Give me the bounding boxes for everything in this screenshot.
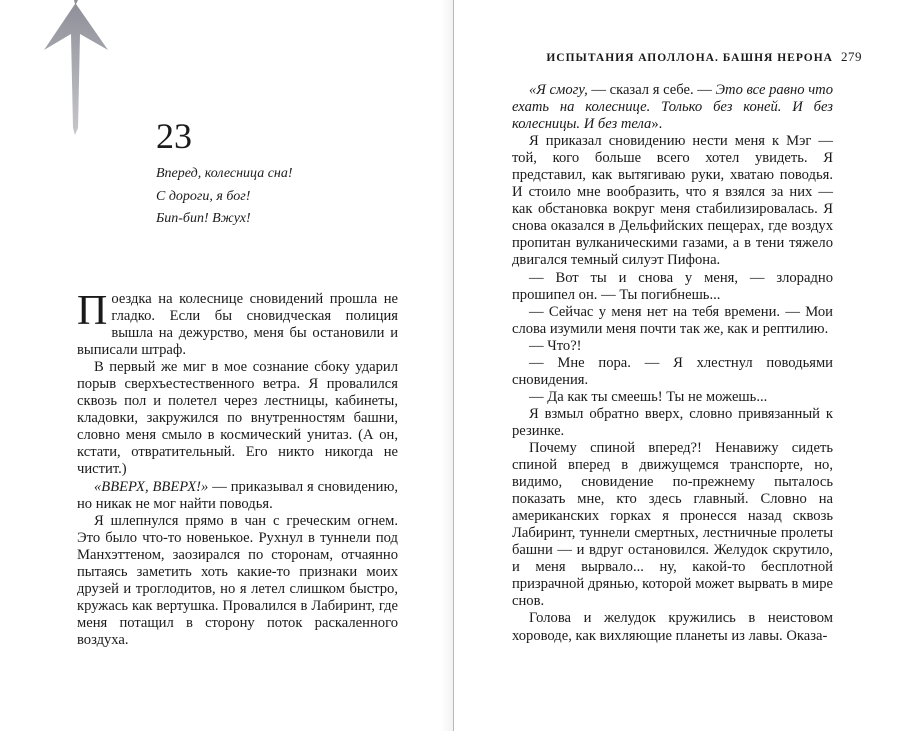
paragraph — [77, 479, 398, 513]
chapter-epigraph — [156, 163, 293, 231]
paragraph — [512, 82, 833, 133]
page-gutter — [453, 0, 454, 731]
paragraph: — Вот ты и снова у меня, — злорадно прошипел он. — Ты погибнешь... — [512, 269, 833, 303]
paragraph: Я приказал сновидению нести меня к Мэг — той, кого больше всего хотел увидеть. Я представил, как вытягиваю руки, хватаю поводья. И стоило мне вообразить, что я взялся за них — как обстановка вокруг меня стабилизировалась. Я снова оказался в Дельфийских пещерах, где воздух пропитан вулканическими газами, а в тени тяжело двигался темный силуэт Пифона. — [512, 133, 833, 269]
epigraph-line: Вперед, колесница сна! — [156, 166, 293, 181]
chapter-number: 23 — [156, 116, 192, 156]
paragraph: В первый же миг в мое сознание сбоку ударил порыв сверхъестественного ветра. Я провалился сквозь пол и полетел через лестницы, кабинеты, кладовки, закружился по внутренностям башни, словно меня смыло в космический унитаз. (А он, кстати, отвратительный. Его никто никогда не чистит.) — [77, 359, 398, 478]
epigraph-line: Бип-бип! Вжух! — [156, 211, 251, 226]
paragraph: — Сейчас у меня нет на тебя времени. — Мои слова изумили меня почти так же, как и рептилию. — [512, 303, 833, 337]
drop-cap: П — [77, 288, 108, 334]
paragraph-text: — сказал я себе. — — [587, 82, 716, 98]
italic-text: «Я смогу, — [529, 82, 588, 98]
italic-text: Это все равно что ехать на колеснице. Только без коней. И без колесницы. И без тела — [512, 82, 833, 133]
paragraph-text: оездка на колеснице сновидений прошла не гладко. Если бы сновидческая полиция вышла на дежурство, меня бы остановили и выписали штраф. — [77, 291, 398, 359]
paragraph: Я шлепнулся прямо в чан с греческим огнем. Это было что-то новенькое. Рухнул в туннели под Манхэттеном, заозирался по сторонам, отчаянно пытаясь заметить хоть какие-то признаки моих друзей и троглодитов, но я летел слишком быстро, кружась как вертушка. Провалился в Лабиринт, где меня потащил в сторону поток раскаленного воздуха. — [77, 512, 398, 648]
paragraph: Голова и желудок кружились в неистовом хороводе, как вихляющие планеты из лавы. Оказа- — [512, 610, 833, 644]
italic-text: «ВВЕРХ, ВВЕРХ!» — [94, 478, 209, 495]
arrow-ornament-icon — [40, 0, 112, 135]
running-title: ИСПЫТАНИЯ АПОЛЛОНА. БАШНЯ НЕРОНА — [546, 52, 833, 64]
right-page-body — [512, 82, 833, 645]
paragraph-text: — приказывал я сновидению, но никак не мог найти поводья. — [77, 478, 398, 512]
paragraph-text: ». — [651, 116, 663, 133]
epigraph-line: С дороги, я бог! — [156, 188, 251, 204]
paragraph: Почему спиной вперед?! Ненавижу сидеть спиной вперед в движущемся транспорте, но, видимо, сновидение по-прежнему пыталось показать мне, кто здесь главный. Словно на американских горках я пронесся назад сквозь Лабиринт, туннели смертных, лестничные пролеты башни — и вдруг остановился. Желудок скрутило, и меня вырвало... ну, какой-то бесплотной призрачной дрянью, которой может вырвать в мире снов. — [512, 439, 833, 610]
left-page-body — [77, 288, 398, 649]
paragraph: Я взмыл обратно вверх, словно привязанный к резинке. — [512, 405, 833, 439]
running-header — [546, 49, 862, 65]
paragraph — [77, 288, 398, 359]
gutter-shadow — [440, 0, 453, 731]
paragraph: — Мне пора. — Я хлестнул поводьями сновидения. — [512, 354, 833, 388]
paragraph: — Что?! — [529, 337, 582, 354]
paragraph: — Да как ты смеешь! Ты не можешь... — [529, 388, 768, 405]
page-number: 279 — [841, 49, 862, 64]
